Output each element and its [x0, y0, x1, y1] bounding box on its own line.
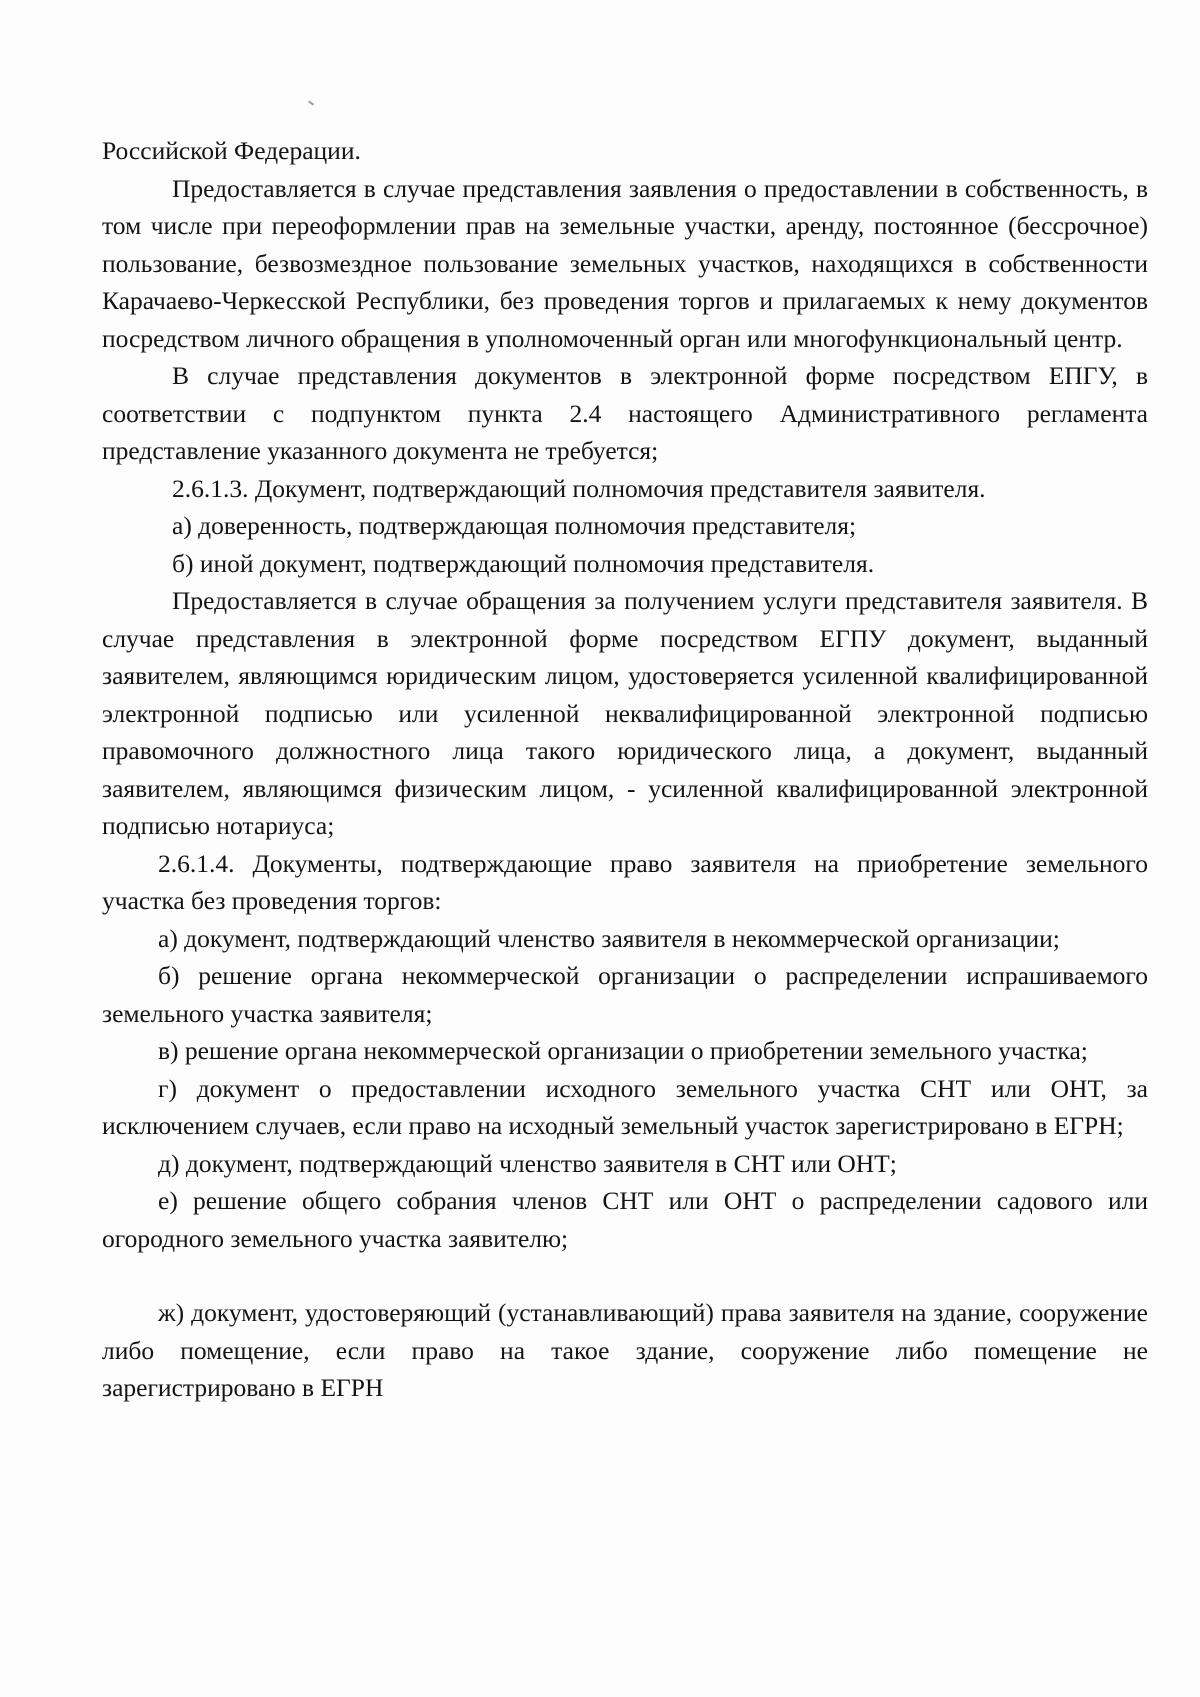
- list-item-b-other-document: б) иной документ, подтверждающий полномочия представителя.: [172, 548, 875, 578]
- clause-2-6-1-4: 2.6.1.4. Документы, подтверждающие право заявителя на приобретение земельного участка без проведения торгов:: [102, 848, 1148, 915]
- scan-speck: [308, 100, 314, 105]
- list-item-zh-building-rights: ж) документ, удостоверяющий (устанавливающий) права заявителя на здание, сооружение либо помещение, если право на такое здание, сооружение либо помещение не зарегистрировано в ЕГРН: [102, 1298, 1148, 1402]
- paragraph-provision-personal: Предоставляется в случае представления заявления о предоставлении в собственность, в том числе при переоформлении прав на земельные участки, аренду, постоянное (бессрочное) пользование, безвозмездное пользование земельных участков, находящихся в собственности Карачаево-Черкесской Республики, без проведения торгов и прилагаемых к нему документов посредством личного обращения в уполномоченный орган или многофункциональный центр.: [102, 173, 1148, 353]
- paragraph-representative: Предоставляется в случае обращения за получением услуги представителя заявителя. В случае представления в электронной форме посредством ЕГПУ документ, выданный заявителем, являющимся юридическим лицом, удостоверяется усиленной квалифицированной электронной подписью или усиленной неквалифицированной электронной подписью правомочного должностного лица такого юридического лица, а документ, выданный заявителем, являющимся физическим лицом, - усиленной квалифицированной электронной подписью нотариуса;: [102, 586, 1148, 840]
- paragraph-electronic-form: В случае представления документов в электронной форме посредством ЕПГУ, в соответствии с подпунктом пункта 2.4 настоящего Административного регламента представление указанного документа не требуется;: [102, 361, 1148, 465]
- paragraph-continuation: Российской Федерации.: [102, 136, 361, 165]
- document-body: [102, 132, 1148, 1407]
- clause-2-6-1-3: 2.6.1.3. Документ, подтверждающий полномочия представителя заявителя.: [172, 473, 986, 503]
- list-item-d-snt-membership: д) документ, подтверждающий членство заявителя в СНТ или ОНТ;: [158, 1148, 897, 1178]
- list-item-b-distribution: б) решение органа некоммерческой организации о распределении испрашиваемого земельного участка заявителя;: [102, 961, 1148, 1028]
- list-item-v-acquisition: в) решение органа некоммерческой организации о приобретении земельного участка;: [158, 1036, 1088, 1065]
- list-item-a-membership: а) документ, подтверждающий членство заявителя в некоммерческой организации;: [158, 923, 1060, 953]
- list-item-a-power-of-attorney: а) доверенность, подтверждающая полномочия представителя;: [172, 511, 857, 540]
- list-item-e-general-meeting: е) решение общего собрания членов СНТ или ОНТ о распределении садового или огородного земельного участка заявителю;: [102, 1186, 1148, 1253]
- list-item-g-original-plot: г) документ о предоставлении исходного земельного участка СНТ или ОНТ, за исключением случаев, если право на исходный земельный участок зарегистрировано в ЕГРН;: [102, 1073, 1148, 1140]
